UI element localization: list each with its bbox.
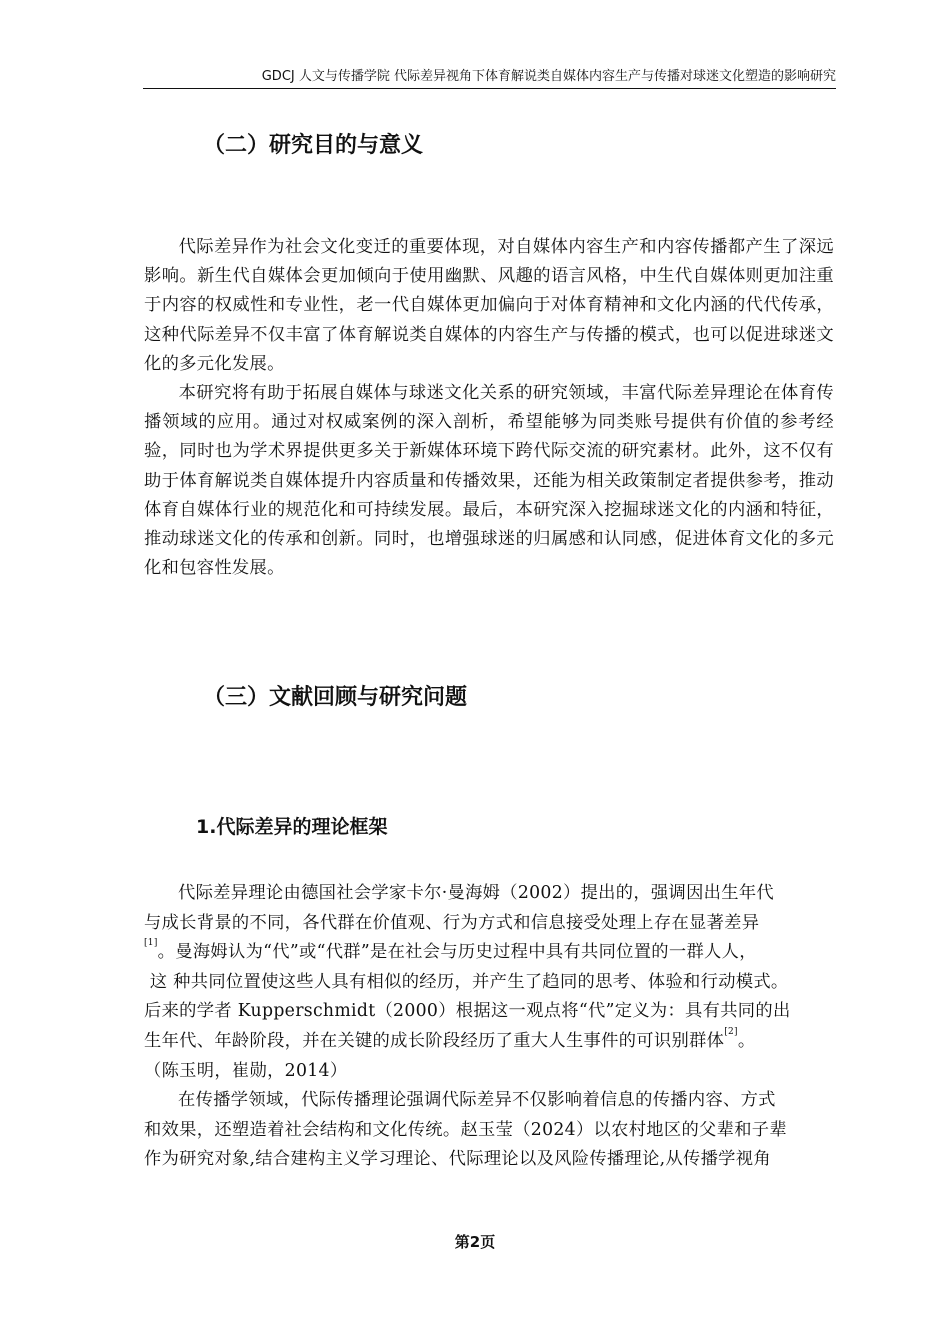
body-line: 与成长背景的不同，各代群在价值观、行为方式和信息接受处理上存在显著差异 [144, 912, 760, 933]
section-3-heading: （三）文献回顾与研究问题 [203, 685, 468, 710]
citation-ref-2: [2] [724, 1026, 738, 1037]
body-line: 作为研究对象,结合建构主义学习理论、代际理论以及风险传播理论,从传播学视角 [144, 1149, 771, 1170]
body-line: 和效果，还塑造着社会结构和文化传统。赵玉莹（2024）以农村地区的父辈和子辈 [144, 1119, 787, 1140]
body-line-text: 。曼海姆认为“代”或“代群”是在社会与历史过程中具有共同位置的一群人人， [157, 942, 757, 963]
body-line [144, 938, 844, 968]
section-2-body [144, 233, 834, 583]
body-line-text: 生年代、年龄阶段，并在关键的成长阶段经历了重大人生事件的可识别群体 [144, 1030, 725, 1051]
section-2-heading: （二）研究目的与意义 [203, 133, 424, 158]
page-number: 第2页 [454, 1233, 496, 1251]
body-line: 代际差异理论由德国社会学家卡尔·曼海姆（2002）提出的，强调因出生年代 [178, 883, 774, 903]
section-2-paragraph-2: 本研究将有助于拓展自媒体与球迷文化关系的研究领域，丰富代际差异理论在体育传播领域的应用。通过对权威案例的深入剖析，希望能够为同类账号提供有价值的参考经验，同时也为学术界提供更多关于新媒体环境下跨代际交流的研究素材。此外，这不仅有助于体育解说类自媒体提升内容质量和传播效果，还能为相关政策制定者提供参考，推动体育自媒体行业的规范化和可持续发展。最后，本研究深入挖掘球迷文化的内涵和特征，推动球迷文化的传承和创新。同时，也增强球迷的归属感和认同感，促进体育文化的多元化和包容性发展。 [144, 383, 834, 579]
body-line: 后来的学者 Kupperschmidt（2000）根据这一观点将“代”定义为：具有共同的出 [144, 1001, 791, 1022]
header-text: GDCJ 人文与传播学院 代际差异视角下体育解说类自媒体内容生产与传播对球迷文化塑造的影响研究 [261, 69, 836, 84]
running-header [143, 68, 836, 89]
body-line: （陈玉明，崔勋，2014） [144, 1060, 348, 1081]
body-line: 在传播学领域，代际传播理论强调代际差异不仅影响着信息的传播内容、方式 [178, 1090, 776, 1111]
section-2-paragraph-1: 代际差异作为社会文化变迁的重要体现，对自媒体内容生产和内容传播都产生了深远影响。新生代自媒体会更加倾向于使用幽默、风趣的语言风格，中生代自媒体则更加注重于内容的权威性和专业性，老一代自媒体更加偏向于对体育精神和文化内涵的代代传承，这种代际差异不仅丰富了体育解说类自媒体的内容生产与传播的模式，也可以促进球迷文化的多元化发展。 [144, 237, 834, 374]
subsection-1-body [144, 879, 844, 1175]
body-line: 这 种共同位置使这些人具有相似的经历，并产生了趋同的思考、体验和行动模式。 [144, 971, 789, 992]
body-line-end: 。 [737, 1030, 756, 1051]
body-line [144, 1027, 844, 1057]
subsection-1-heading: 1.代际差异的理论框架 [196, 816, 388, 838]
citation-ref-1: [1] [144, 938, 158, 949]
